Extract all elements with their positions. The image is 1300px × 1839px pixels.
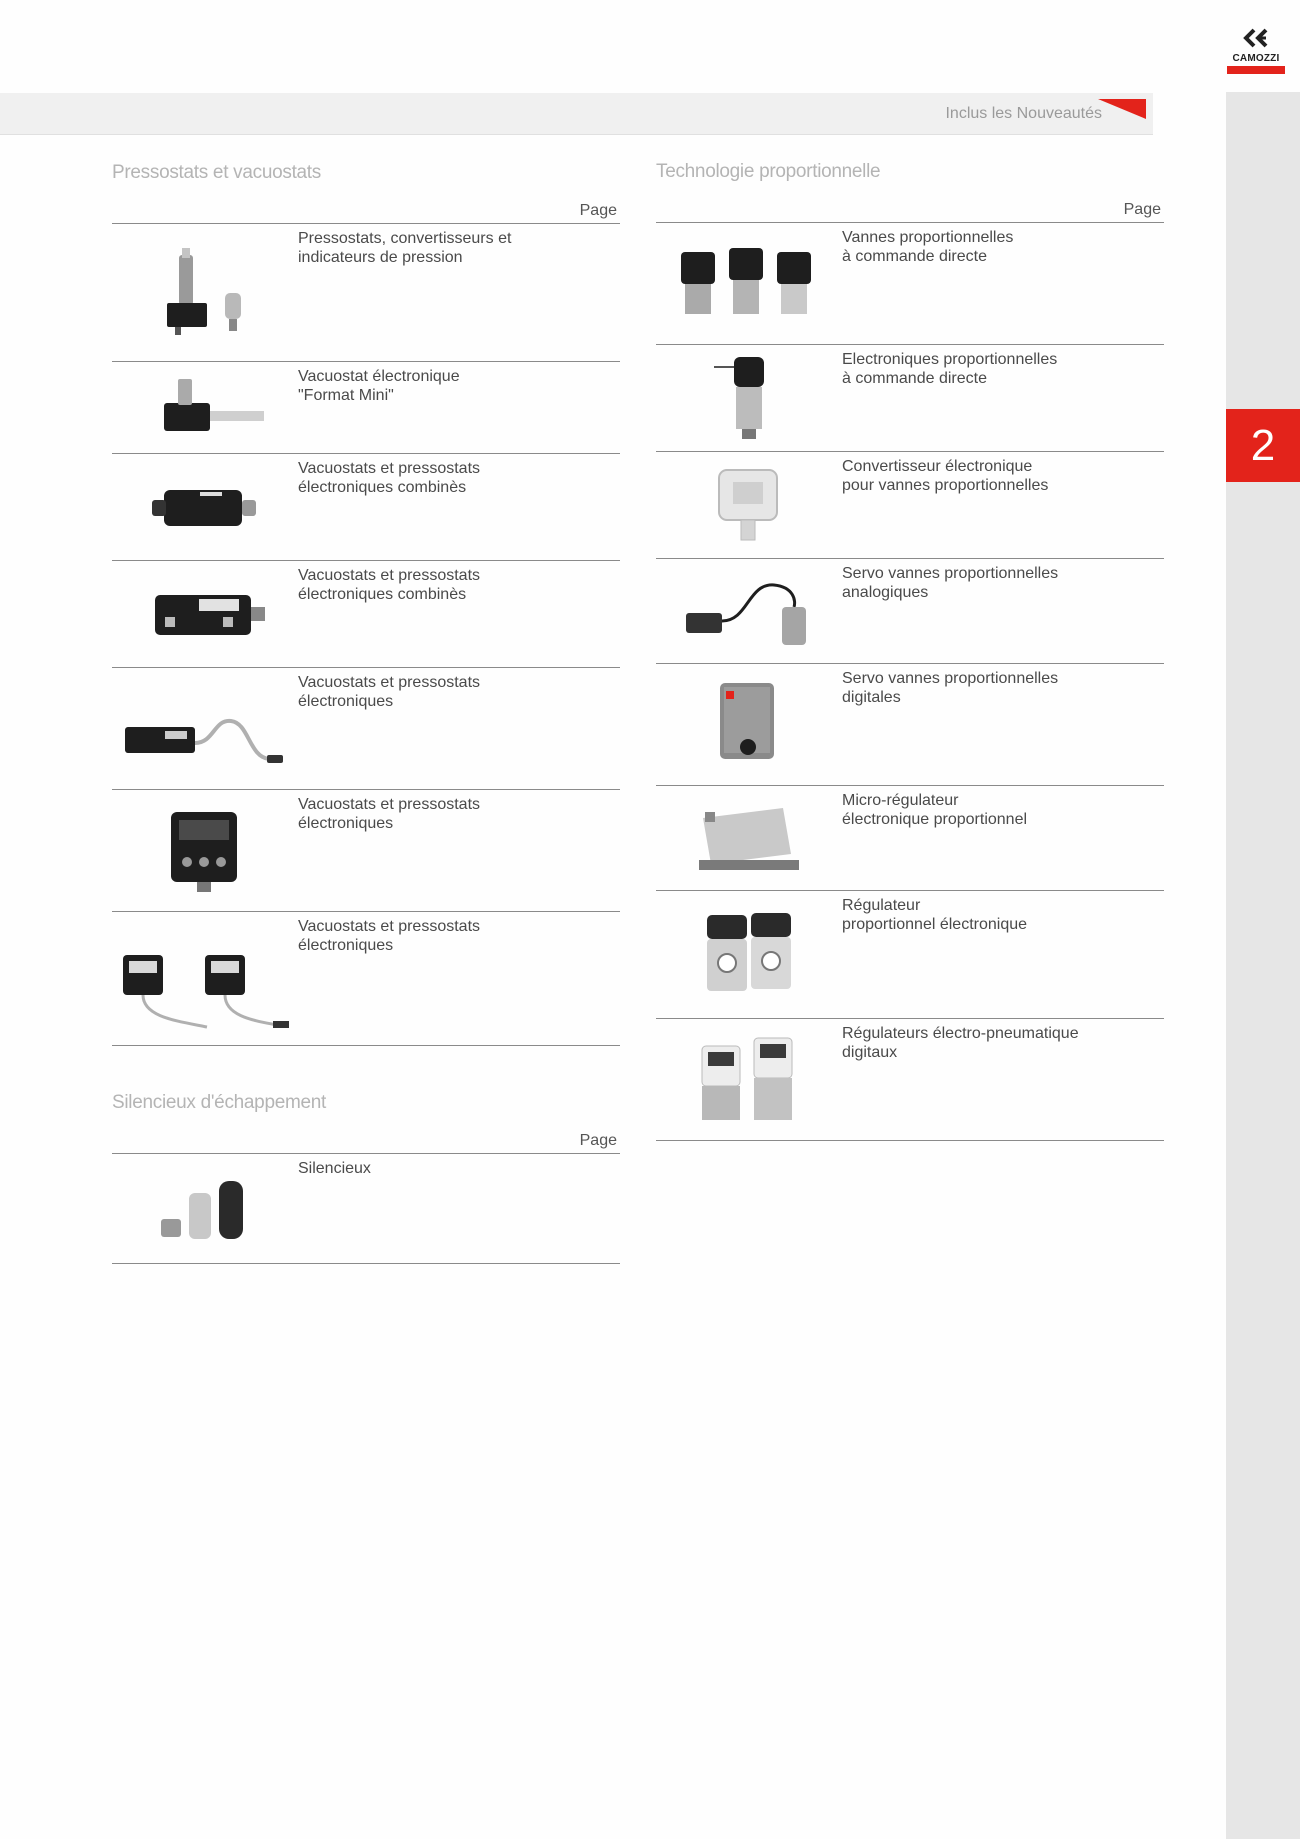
list-item[interactable] bbox=[112, 1154, 620, 1264]
product-image bbox=[114, 912, 294, 1045]
cable-sensor-icon bbox=[119, 699, 289, 779]
product-image bbox=[658, 786, 838, 890]
new-flag-icon bbox=[1098, 99, 1146, 119]
item-label: Electroniques proportionnelles à commande directe bbox=[842, 351, 1058, 387]
list-item[interactable] bbox=[656, 345, 1164, 452]
combined-sensor-display-icon bbox=[139, 579, 269, 649]
header-text: Inclus les Nouveautés bbox=[945, 105, 1102, 122]
digital-servo-valve-icon bbox=[708, 675, 788, 775]
list-item[interactable] bbox=[656, 223, 1164, 345]
product-image bbox=[114, 668, 294, 789]
converter-icon bbox=[703, 460, 793, 550]
list-item[interactable] bbox=[112, 790, 620, 912]
list-item[interactable] bbox=[656, 452, 1164, 559]
header-band bbox=[0, 93, 1153, 135]
mini-vacuum-switch-icon bbox=[144, 373, 264, 443]
digital-gauge-icon bbox=[159, 806, 249, 896]
item-label: Silencieux bbox=[298, 1160, 371, 1177]
analog-servo-valve-icon bbox=[678, 571, 818, 651]
section-title: Silencieux d'échappement bbox=[112, 1092, 327, 1113]
micro-regulator-icon bbox=[683, 798, 813, 878]
list-item[interactable] bbox=[112, 454, 620, 561]
product-image bbox=[114, 224, 294, 361]
chapter-number: 2 bbox=[1250, 421, 1276, 470]
twin-digital-gauge-icon bbox=[117, 947, 292, 1037]
proportional-regulator-icon bbox=[693, 905, 803, 1005]
product-image bbox=[114, 454, 294, 560]
page-header: Page bbox=[112, 1130, 620, 1154]
list-item[interactable] bbox=[656, 664, 1164, 786]
section-title: Pressostats et vacuostats bbox=[112, 162, 321, 183]
product-image bbox=[658, 1019, 838, 1140]
item-label: Régulateur proportionnel électronique bbox=[842, 897, 1028, 933]
camozzi-logo-icon bbox=[1224, 26, 1288, 54]
product-image bbox=[658, 452, 838, 558]
product-image bbox=[114, 561, 294, 667]
item-label: Micro-régulateur électronique proportionnel bbox=[842, 792, 1028, 828]
brand-bar bbox=[1227, 66, 1285, 74]
list-item[interactable] bbox=[112, 362, 620, 454]
silencer-icon bbox=[149, 1169, 259, 1249]
product-image bbox=[658, 223, 838, 344]
pressure-switch-icon bbox=[149, 243, 259, 343]
camozzi-logo bbox=[1224, 26, 1288, 76]
list-item[interactable] bbox=[112, 224, 620, 362]
list-item[interactable] bbox=[656, 1019, 1164, 1141]
product-image bbox=[658, 891, 838, 1018]
list-item[interactable] bbox=[656, 891, 1164, 1019]
product-image bbox=[114, 790, 294, 911]
list-item[interactable] bbox=[656, 786, 1164, 891]
item-label: Pressostats, convertisseurs et indicateurs de pression bbox=[298, 230, 512, 266]
item-label: Régulateurs électro-pneumatique digitaux bbox=[842, 1025, 1079, 1061]
section-proportionnelle bbox=[656, 159, 1164, 1141]
product-image bbox=[114, 362, 294, 453]
side-band bbox=[1226, 92, 1300, 1839]
product-image bbox=[658, 345, 838, 451]
list-item[interactable] bbox=[112, 912, 620, 1046]
item-label: Vacuostats et pressostats électroniques bbox=[298, 674, 481, 710]
page-header: Page bbox=[112, 200, 620, 224]
item-label: Vannes proportionnelles à commande directe bbox=[842, 229, 1014, 265]
item-label: Vacuostats et pressostats électroniques bbox=[298, 918, 481, 954]
item-label: Servo vannes proportionnelles digitales bbox=[842, 670, 1059, 706]
section-pressostats bbox=[112, 160, 620, 1046]
chapter-tab[interactable] bbox=[1226, 409, 1300, 482]
proportional-valve-icon bbox=[673, 244, 823, 324]
item-label: Vacuostats et pressostats électroniques bbox=[298, 796, 481, 832]
product-image bbox=[114, 1154, 294, 1263]
list-item[interactable] bbox=[112, 668, 620, 790]
product-image bbox=[658, 664, 838, 785]
page-header: Page bbox=[656, 199, 1164, 223]
list-item[interactable] bbox=[112, 561, 620, 668]
item-label: Convertisseur électronique pour vannes proportionnelles bbox=[842, 458, 1049, 494]
proportional-electronics-icon bbox=[708, 353, 788, 443]
section-title: Technologie proportionnelle bbox=[656, 161, 881, 182]
product-image bbox=[658, 559, 838, 663]
digital-regulator-icon bbox=[688, 1030, 808, 1130]
section-silencieux bbox=[112, 1090, 620, 1264]
item-label: Servo vannes proportionnelles analogiques bbox=[842, 565, 1059, 601]
item-label: Vacuostat électronique "Format Mini" bbox=[298, 368, 460, 404]
item-label: Vacuostats et pressostats électroniques combinès bbox=[298, 567, 481, 603]
combined-sensor-icon bbox=[144, 472, 264, 542]
brand-name: CAMOZZI bbox=[1232, 53, 1280, 64]
item-label: Vacuostats et pressostats électroniques combinès bbox=[298, 460, 481, 496]
list-item[interactable] bbox=[656, 559, 1164, 664]
